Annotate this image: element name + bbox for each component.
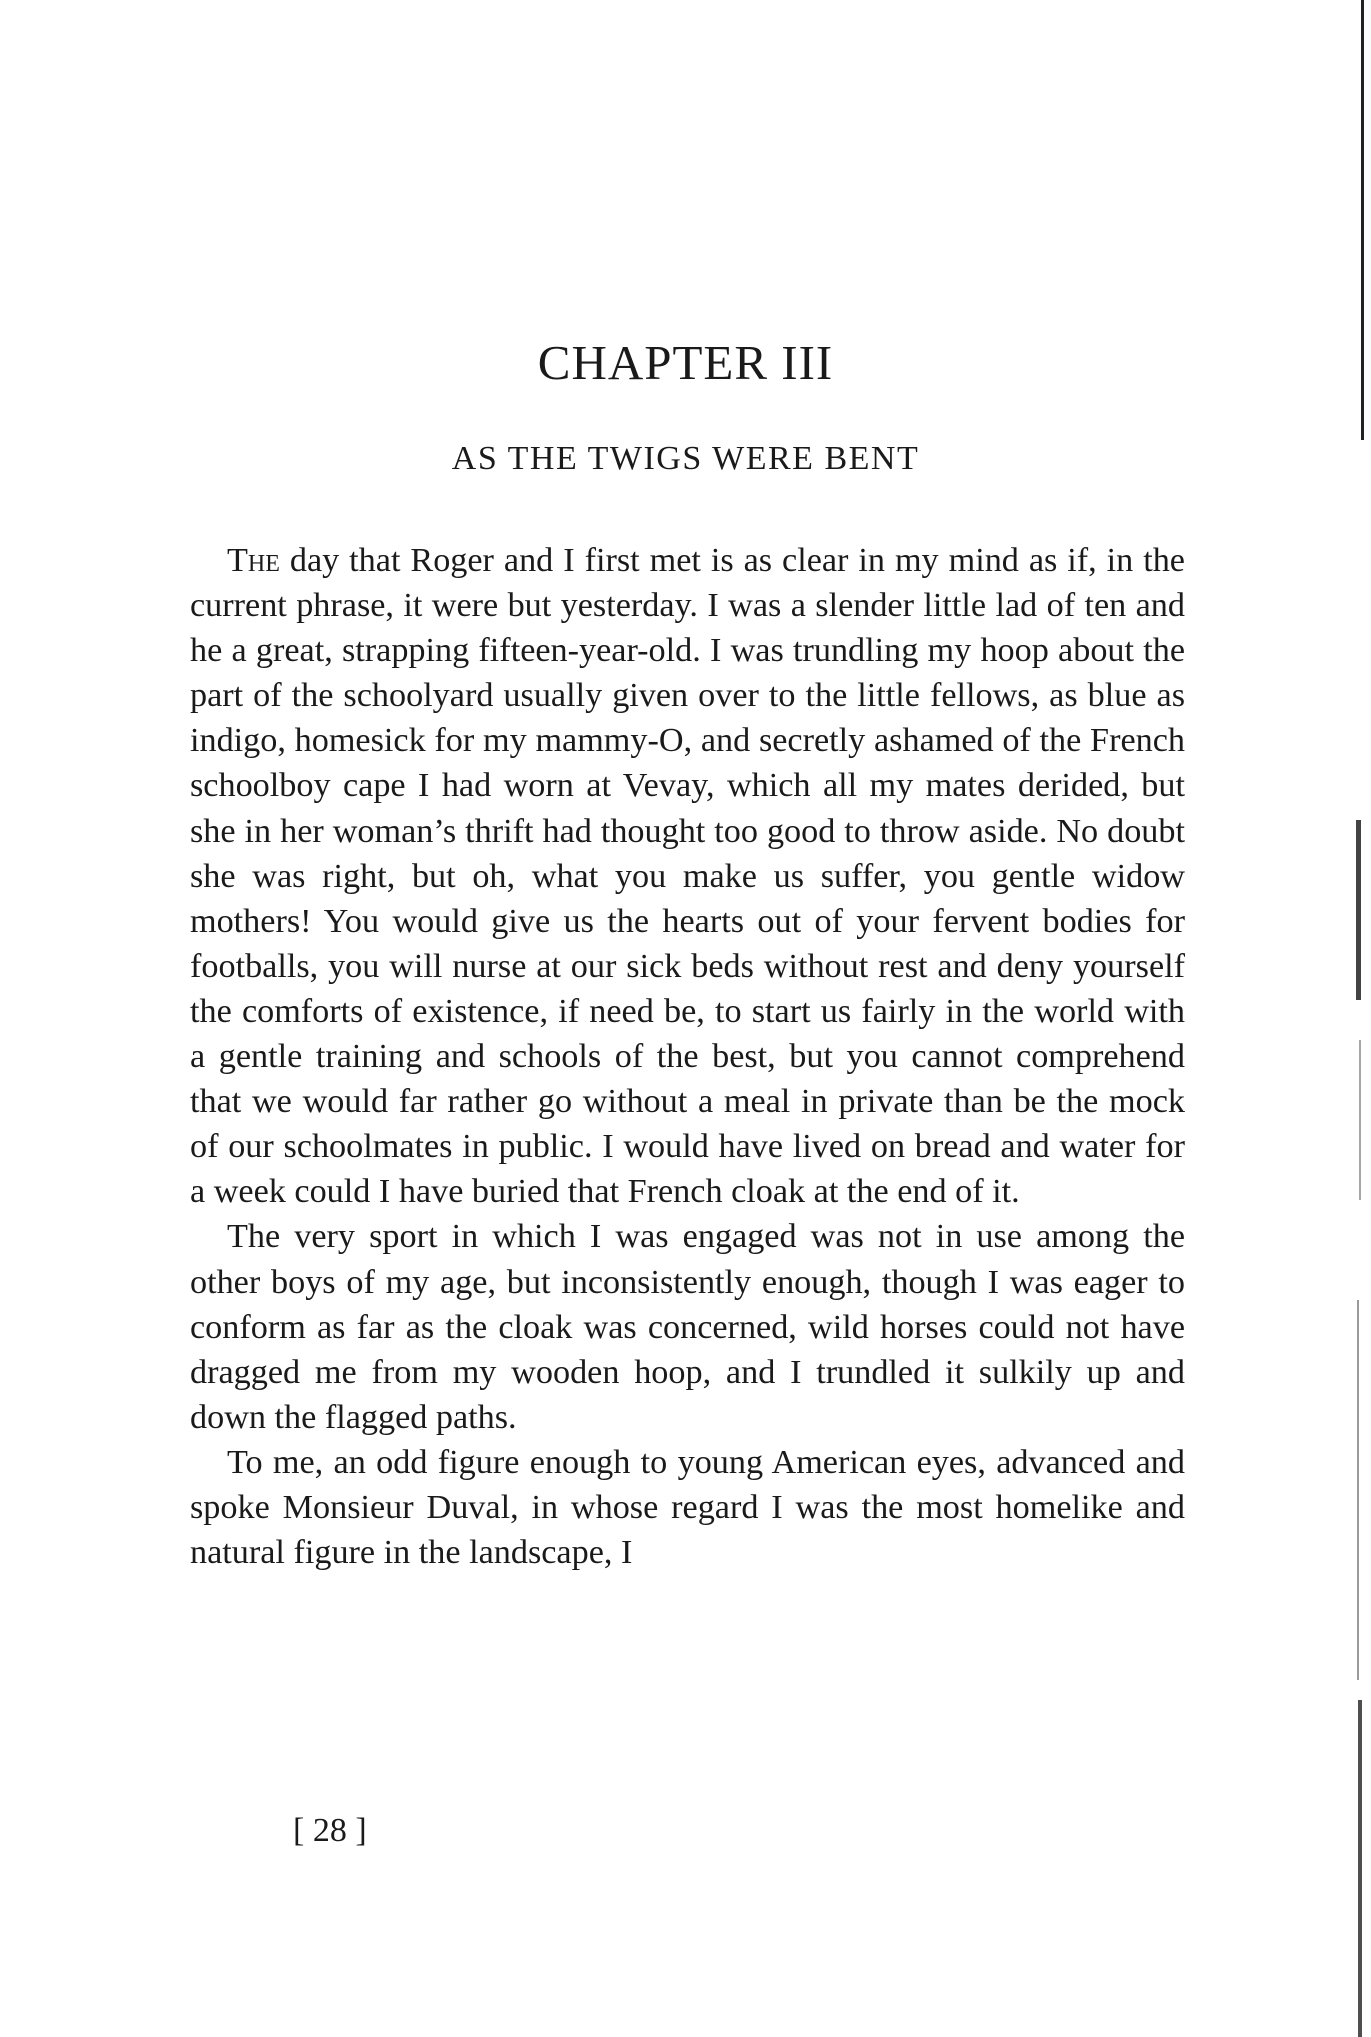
paragraph-1: [190, 538, 1185, 1214]
paragraph-2: The very sport in which I was engaged was not in use among the other boys of my age, but inconsistently enough, though I was eager to conform as far as the cloak was concerned, wild horses could not have dragged me from my wooden hoop, and I trundled it sulkily up and down the flagged paths.: [190, 1218, 1185, 1436]
scan-edge: [1341, 0, 1371, 2037]
chapter-title: CHAPTER III: [537, 335, 834, 390]
page-number: [ 28 ]: [293, 1812, 367, 1849]
chapter-subtitle: AS THE TWIGS WERE BENT: [451, 440, 920, 477]
paragraph-1-text: day that Roger and I first met is as clear in my mind as if, in the current phrase, it were but yesterday. I was a slender little lad of ten and he a great, strapping fifteen-year-old. I was trundling my hoop about the part of the schoolyard usually given over to the little fellows, as blue as indigo, homesick for my mammy-O, and secretly ashamed of the French schoolboy cape I had worn at Vevay, which all my mates derided, but she in her woman’s thrift had thought too good to throw aside. No doubt she was right, but oh, what you make us suffer, you gentle widow mothers! You would give us the hearts out of your fervent bodies for footballs, you will nurse at our sick beds without rest and deny yourself the comforts of existence, if need be, to start us fairly in the world with a gentle training and schools of the best, but you cannot comprehend that we would far rather go without a meal in private than be the mock of our schoolmates in public. I would have lived on bread and water for a week could I have buried that French cloak at the end of it.: [190, 542, 1185, 1211]
paragraph-3: To me, an odd figure enough to young American eyes, advanced and spoke Monsieur Duval, in whose regard I was the most homelike and natural figure in the landscape, I: [190, 1443, 1185, 1572]
lead-word: The: [227, 542, 280, 579]
body-text: [190, 538, 1185, 1575]
